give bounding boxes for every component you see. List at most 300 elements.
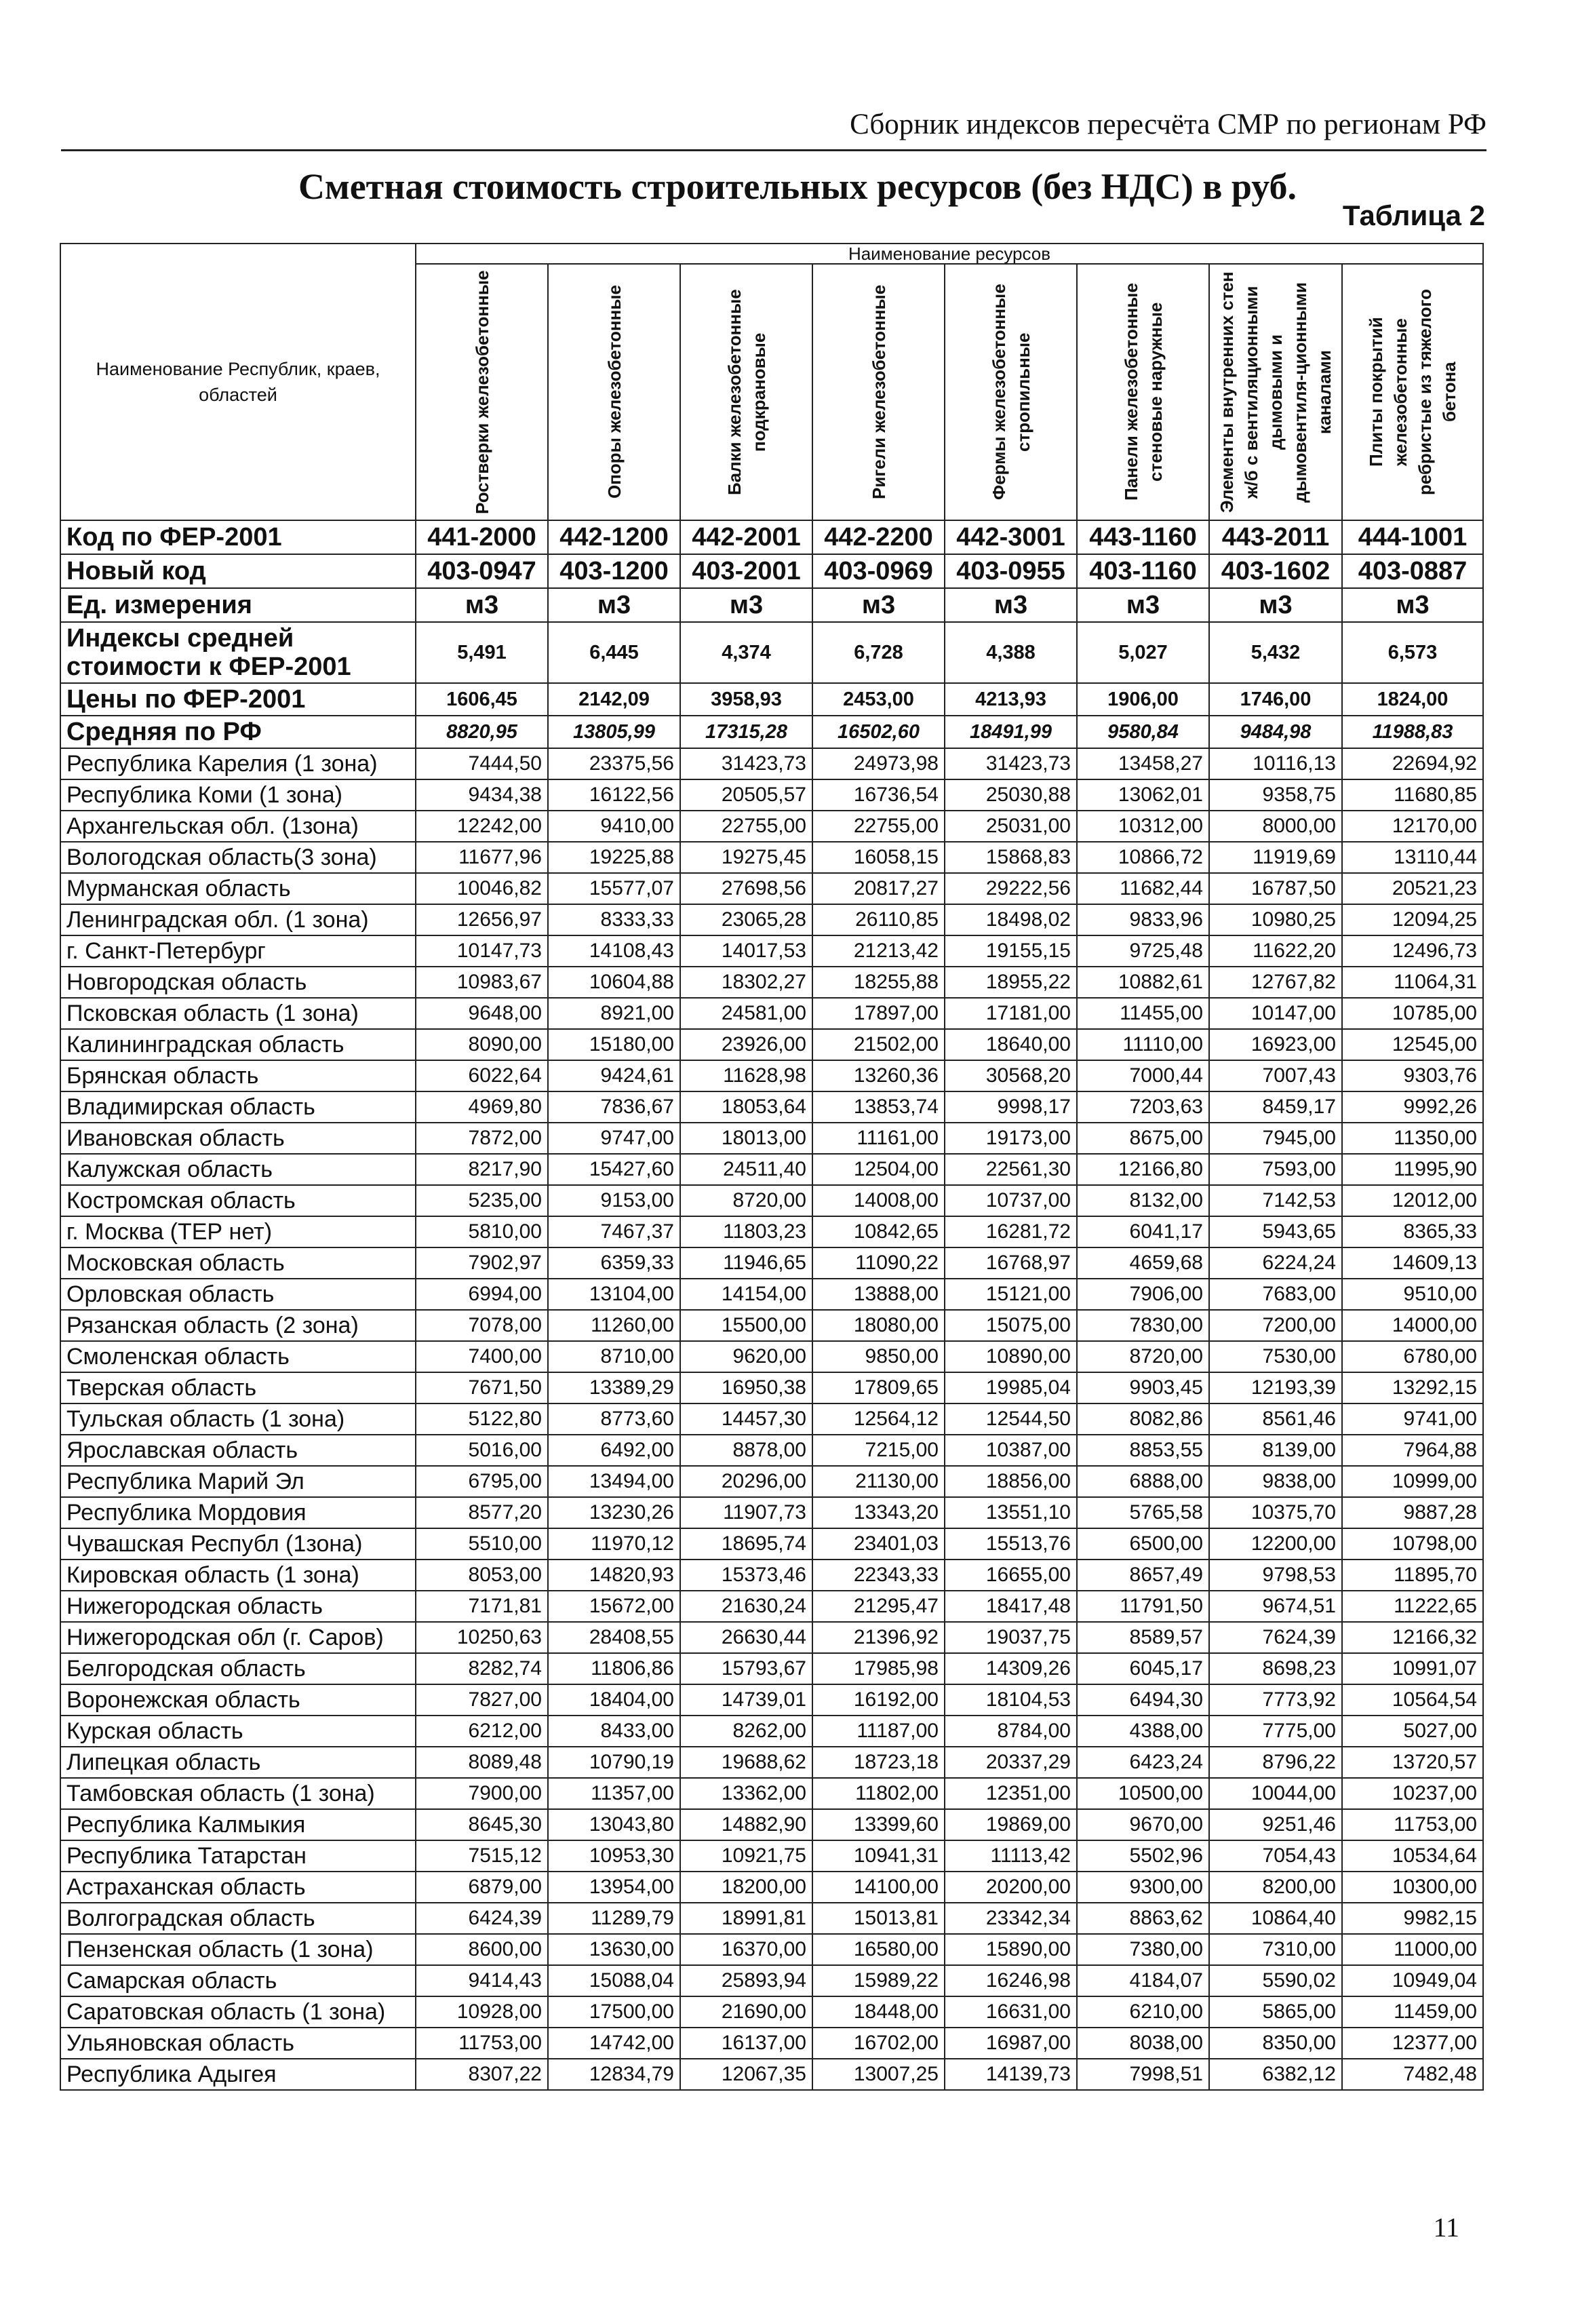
running-header-text: Сборник индексов пересчёта СМР по регионам РФ [850, 109, 1486, 140]
table-cell: 9798,53 [1209, 1560, 1342, 1591]
table-cell: 10980,25 [1209, 904, 1342, 935]
table-row [60, 2028, 1483, 2059]
table-cell: 7482,48 [1342, 2059, 1483, 2090]
table-cell: 12504,00 [812, 1154, 945, 1185]
table-cell: 23375,56 [548, 748, 680, 779]
table-cell: 12200,00 [1209, 1528, 1342, 1560]
table-cell: 8561,46 [1209, 1403, 1342, 1435]
table-cell: 8282,74 [416, 1653, 548, 1684]
table-row [60, 1653, 1483, 1684]
table-cell: 13853,74 [812, 1091, 945, 1123]
table-cell: 7215,00 [812, 1435, 945, 1466]
table-row [60, 2059, 1483, 2090]
row-label: Тульская область (1 зона) [60, 1403, 416, 1435]
table-cell: 21690,00 [680, 1996, 812, 2028]
table-cell: 8217,90 [416, 1154, 548, 1185]
table-cell: 13230,26 [548, 1497, 680, 1528]
table-cell: 15427,60 [548, 1154, 680, 1185]
table-cell: 15672,00 [548, 1591, 680, 1622]
table-cell: 14108,43 [548, 935, 680, 967]
table-cell: 14017,53 [680, 935, 812, 967]
table-row [60, 1591, 1483, 1622]
resource-name: Балки железобетонные подкрановые [724, 289, 769, 495]
row-label: Самарская область [60, 1965, 416, 1996]
row-label: Курская область [60, 1716, 416, 1747]
table-cell: 11919,69 [1209, 842, 1342, 873]
table-cell: 15890,00 [945, 1934, 1077, 1965]
table-cell: 10953,30 [548, 1840, 680, 1872]
table-cell: 9620,00 [680, 1341, 812, 1372]
table-cell: 5235,00 [416, 1185, 548, 1216]
table-cell: 20817,27 [812, 873, 945, 904]
row-label: Ульяновская область [60, 2028, 416, 2059]
row-label: Новый код [60, 554, 416, 588]
table-cell: 8090,00 [416, 1029, 548, 1060]
resource-name: Фермы железобетонные стропильные [988, 284, 1033, 501]
table-cell: 4659,68 [1077, 1247, 1209, 1279]
page-title: Сметная стоимость строительных ресурсов (без НДС) в руб. [298, 166, 1297, 207]
table-cell: 8645,30 [416, 1809, 548, 1840]
table-cell: 8796,22 [1209, 1747, 1342, 1778]
table-cell: 14609,13 [1342, 1247, 1483, 1279]
table-cell: 15577,07 [548, 873, 680, 904]
table-cell: 10864,40 [1209, 1903, 1342, 1934]
table-row [60, 1154, 1483, 1185]
table-cell: 19688,62 [680, 1747, 812, 1778]
table-cell: 6780,00 [1342, 1341, 1483, 1372]
table-cell: 6,573 [1342, 622, 1483, 683]
table-cell: 11946,65 [680, 1247, 812, 1279]
table-cell: 9303,76 [1342, 1060, 1483, 1091]
table-cell: м3 [416, 588, 548, 622]
table-cell: 11000,00 [1342, 1934, 1483, 1965]
table-row [60, 1965, 1483, 1996]
table-cell: 13362,00 [680, 1778, 812, 1809]
table-cell: 10941,31 [812, 1840, 945, 1872]
table-row [60, 1716, 1483, 1747]
table-body [60, 520, 1483, 2090]
table-row [60, 1684, 1483, 1716]
row-label: Московская область [60, 1247, 416, 1279]
table-cell: 7444,50 [416, 748, 548, 779]
table-cell: 8262,00 [680, 1716, 812, 1747]
table-cell: 442-1200 [548, 520, 680, 554]
table-cell: 443-2011 [1209, 520, 1342, 554]
region-column-header: Наименование Республик, краев, областей [60, 244, 416, 520]
table-row [60, 1934, 1483, 1965]
table-cell: 6212,00 [416, 1716, 548, 1747]
table-cell: 11187,00 [812, 1716, 945, 1747]
resource-column-header [416, 264, 548, 520]
table-cell: 10866,72 [1077, 842, 1209, 873]
table-cell: 8200,00 [1209, 1872, 1342, 1903]
table-cell: 10999,00 [1342, 1466, 1483, 1497]
table-cell: 16768,97 [945, 1247, 1077, 1279]
table-cell: 11260,00 [548, 1310, 680, 1341]
table-cell: м3 [1077, 588, 1209, 622]
table-cell: м3 [1209, 588, 1342, 622]
table-row [60, 998, 1483, 1029]
table-cell: 21630,24 [680, 1591, 812, 1622]
table-cell: 12656,97 [416, 904, 548, 935]
table-cell: 25031,00 [945, 811, 1077, 842]
row-label: Ед. измерения [60, 588, 416, 622]
row-label: Вологодская область(3 зона) [60, 842, 416, 873]
table-cell: 7400,00 [416, 1341, 548, 1372]
table-cell: 8710,00 [548, 1341, 680, 1372]
table-cell: 7515,12 [416, 1840, 548, 1872]
table-cell: 5027,00 [1342, 1716, 1483, 1747]
resource-column-header [1077, 264, 1209, 520]
table-cell: 7827,00 [416, 1684, 548, 1716]
table-cell: 9414,43 [416, 1965, 548, 1996]
table-cell: 8820,95 [416, 716, 548, 748]
table-cell: 6994,00 [416, 1279, 548, 1310]
table-row [60, 1091, 1483, 1123]
table-cell: 10949,04 [1342, 1965, 1483, 1996]
table-cell: 10790,19 [548, 1747, 680, 1778]
table-cell: 1746,00 [1209, 683, 1342, 716]
row-label: Брянская область [60, 1060, 416, 1091]
resource-column-header [812, 264, 945, 520]
table-cell: 16058,15 [812, 842, 945, 873]
table-cell: 6210,00 [1077, 1996, 1209, 2028]
table-cell: 10890,00 [945, 1341, 1077, 1372]
table-cell: 24581,00 [680, 998, 812, 1029]
table-row [60, 1185, 1483, 1216]
table-cell: 14742,00 [548, 2028, 680, 2059]
row-label: Псковская область (1 зона) [60, 998, 416, 1029]
table-cell: 10116,13 [1209, 748, 1342, 779]
table-cell: 14309,26 [945, 1653, 1077, 1684]
table-cell: 5016,00 [416, 1435, 548, 1466]
table-cell: 9741,00 [1342, 1403, 1483, 1435]
table-cell: 4,374 [680, 622, 812, 683]
table-row [60, 1435, 1483, 1466]
row-label: Волгоградская область [60, 1903, 416, 1934]
table-cell: 10147,00 [1209, 998, 1342, 1029]
table-cell: 9833,96 [1077, 904, 1209, 935]
table-cell: 16281,72 [945, 1216, 1077, 1247]
table-cell: 13954,00 [548, 1872, 680, 1903]
row-label: Ярославская область [60, 1435, 416, 1466]
table-cell: 12545,00 [1342, 1029, 1483, 1060]
table-cell: 6879,00 [416, 1872, 548, 1903]
table-cell: 403-0955 [945, 554, 1077, 588]
table-cell: 8921,00 [548, 998, 680, 1029]
table-cell: 403-1200 [548, 554, 680, 588]
table-cell: 10300,00 [1342, 1872, 1483, 1903]
table-cell: 29222,56 [945, 873, 1077, 904]
row-label: Тамбовская область (1 зона) [60, 1778, 416, 1809]
table-row [60, 1403, 1483, 1435]
table-cell: 31423,73 [945, 748, 1077, 779]
table-cell: 10798,00 [1342, 1528, 1483, 1560]
table-cell: 403-1160 [1077, 554, 1209, 588]
table-cell: 4184,07 [1077, 1965, 1209, 1996]
table-cell: 21295,47 [812, 1591, 945, 1622]
table-cell: 25030,88 [945, 779, 1077, 811]
table-cell: 11459,00 [1342, 1996, 1483, 2028]
table-cell: 9992,26 [1342, 1091, 1483, 1123]
table-cell: 8459,17 [1209, 1091, 1342, 1123]
table-cell: м3 [548, 588, 680, 622]
table-cell: 10921,75 [680, 1840, 812, 1872]
table-cell: 10737,00 [945, 1185, 1077, 1216]
table-cell: 18104,53 [945, 1684, 1077, 1716]
table-cell: 13494,00 [548, 1466, 680, 1497]
table-cell: 8878,00 [680, 1435, 812, 1466]
table-cell: 10983,67 [416, 967, 548, 998]
table-cell: 14882,90 [680, 1809, 812, 1840]
table-cell: 9998,17 [945, 1091, 1077, 1123]
table-cell: 441-2000 [416, 520, 548, 554]
table-cell: 28408,55 [548, 1622, 680, 1653]
table-cell: 7998,51 [1077, 2059, 1209, 2090]
table-cell: 8333,33 [548, 904, 680, 935]
row-label: Костромская область [60, 1185, 416, 1216]
table-cell: 13292,15 [1342, 1372, 1483, 1403]
table-cell: 11455,00 [1077, 998, 1209, 1029]
table-cell: 17985,98 [812, 1653, 945, 1684]
table-cell: 7683,00 [1209, 1279, 1342, 1310]
running-header [61, 102, 1486, 151]
resources-group-header: Наименование ресурсов [416, 244, 1483, 264]
table-cell: 14100,00 [812, 1872, 945, 1903]
resource-name: Плиты покрытий железобетонные ребристые из тяжелого бетона [1366, 289, 1459, 496]
table-row [60, 1747, 1483, 1778]
table-cell: 7902,97 [416, 1247, 548, 1279]
table-cell: 5810,00 [416, 1216, 548, 1247]
table-row [60, 1123, 1483, 1154]
table-cell: 1906,00 [1077, 683, 1209, 716]
resource-cost-table [60, 243, 1484, 2091]
table-cell: 13007,25 [812, 2059, 945, 2090]
table-cell: 13043,80 [548, 1809, 680, 1840]
row-label: Смоленская область [60, 1341, 416, 1372]
table-row [60, 1560, 1483, 1591]
table-cell: 13389,29 [548, 1372, 680, 1403]
table-cell: 20505,57 [680, 779, 812, 811]
table-cell: 9358,75 [1209, 779, 1342, 811]
table-cell: 13260,36 [812, 1060, 945, 1091]
table-cell: 8675,00 [1077, 1123, 1209, 1154]
table-cell: 403-2001 [680, 554, 812, 588]
table-cell: 8784,00 [945, 1716, 1077, 1747]
table-cell: 18255,88 [812, 967, 945, 998]
table-cell: 6424,39 [416, 1903, 548, 1934]
table-cell: 14739,01 [680, 1684, 812, 1716]
table-cell: 15121,00 [945, 1279, 1077, 1310]
table-cell: 16502,60 [812, 716, 945, 748]
table-cell: 21502,00 [812, 1029, 945, 1060]
table-cell: 12834,79 [548, 2059, 680, 2090]
table-cell: 12012,00 [1342, 1185, 1483, 1216]
table-cell: 9484,98 [1209, 716, 1342, 748]
row-label: Архангельская обл. (1зона) [60, 811, 416, 842]
new-code-row [60, 554, 1483, 588]
table-cell: 8600,00 [416, 1934, 548, 1965]
table-row [60, 904, 1483, 935]
table-cell: 6224,24 [1209, 1247, 1342, 1279]
resource-column-header [548, 264, 680, 520]
row-label: Калининградская область [60, 1029, 416, 1060]
table-cell: 9903,45 [1077, 1372, 1209, 1403]
table-cell: 7203,63 [1077, 1091, 1209, 1123]
row-label: Липецкая область [60, 1747, 416, 1778]
table-cell: 17500,00 [548, 1996, 680, 2028]
table-cell: 10842,65 [812, 1216, 945, 1247]
table-cell: 4969,80 [416, 1091, 548, 1123]
table-cell: 443-1160 [1077, 520, 1209, 554]
row-label: Средняя по РФ [60, 716, 416, 748]
row-label: Республика Мордовия [60, 1497, 416, 1528]
table-cell: 9838,00 [1209, 1466, 1342, 1497]
table-row [60, 1247, 1483, 1279]
table-cell: 9725,48 [1077, 935, 1209, 967]
table-cell: 9887,28 [1342, 1497, 1483, 1528]
row-label: Астраханская область [60, 1872, 416, 1903]
table-cell: 6,728 [812, 622, 945, 683]
table-cell: 13551,10 [945, 1497, 1077, 1528]
row-label: Ивановская область [60, 1123, 416, 1154]
table-row [60, 1903, 1483, 1934]
row-label: Белгородская область [60, 1653, 416, 1684]
table-cell: 15180,00 [548, 1029, 680, 1060]
table-cell: м3 [945, 588, 1077, 622]
table-cell: 7872,00 [416, 1123, 548, 1154]
table-cell: 23342,34 [945, 1903, 1077, 1934]
table-cell: 10147,73 [416, 935, 548, 967]
table-cell: 13630,00 [548, 1934, 680, 1965]
table-cell: 8365,33 [1342, 1216, 1483, 1247]
table-cell: 13062,01 [1077, 779, 1209, 811]
table-row [60, 748, 1483, 779]
table-cell: 5865,00 [1209, 1996, 1342, 2028]
table-cell: 8000,00 [1209, 811, 1342, 842]
table-cell: 6359,33 [548, 1247, 680, 1279]
table-cell: 9510,00 [1342, 1279, 1483, 1310]
table-cell: 8053,00 [416, 1560, 548, 1591]
table-cell: 6041,17 [1077, 1216, 1209, 1247]
resource-name: Ростверки железобетонные [471, 270, 492, 514]
table-cell: 15373,46 [680, 1560, 812, 1591]
table-row [60, 873, 1483, 904]
table-cell: 16655,00 [945, 1560, 1077, 1591]
table-row [60, 1622, 1483, 1653]
table-row [60, 842, 1483, 873]
table-cell: 11090,22 [812, 1247, 945, 1279]
resource-column-header [1342, 264, 1483, 520]
table-cell: 7530,00 [1209, 1341, 1342, 1372]
table-cell: 7773,92 [1209, 1684, 1342, 1716]
row-label: Цены по ФЕР-2001 [60, 683, 416, 716]
table-cell: 18404,00 [548, 1684, 680, 1716]
table-cell: 12067,35 [680, 2059, 812, 2090]
table-cell: 442-2001 [680, 520, 812, 554]
row-label: Орловская область [60, 1279, 416, 1310]
table-cell: 13805,99 [548, 716, 680, 748]
table-cell: 11110,00 [1077, 1029, 1209, 1060]
table-cell: 21130,00 [812, 1466, 945, 1497]
row-label: Чувашская Республ (1зона) [60, 1528, 416, 1560]
table-cell: 12351,00 [945, 1778, 1077, 1809]
row-label: Республика Марий Эл [60, 1466, 416, 1497]
index-row [60, 622, 1483, 683]
row-label: Тверская область [60, 1372, 416, 1403]
table-cell: 18013,00 [680, 1123, 812, 1154]
table-cell: 6795,00 [416, 1466, 548, 1497]
table-row [60, 1497, 1483, 1528]
table-cell: 8350,00 [1209, 2028, 1342, 2059]
table-cell: 2142,09 [548, 683, 680, 716]
table-cell: 19275,45 [680, 842, 812, 873]
table-cell: 18856,00 [945, 1466, 1077, 1497]
table-cell: 12564,12 [812, 1403, 945, 1435]
table-cell: 10991,07 [1342, 1653, 1483, 1684]
table-cell: 22561,30 [945, 1154, 1077, 1185]
table-cell: 6500,00 [1077, 1528, 1209, 1560]
table-cell: 5122,80 [416, 1403, 548, 1435]
table-cell: 7671,50 [416, 1372, 548, 1403]
table-cell: 14139,73 [945, 2059, 1077, 2090]
row-label: Ленинградская обл. (1 зона) [60, 904, 416, 935]
table-cell: 31423,73 [680, 748, 812, 779]
row-label: Саратовская область (1 зона) [60, 1996, 416, 2028]
table-cell: 10250,63 [416, 1622, 548, 1653]
table-cell: 16787,50 [1209, 873, 1342, 904]
table-cell: 16137,00 [680, 2028, 812, 2059]
table-row [60, 1372, 1483, 1403]
table-cell: 18448,00 [812, 1996, 945, 2028]
table-cell: 10534,64 [1342, 1840, 1483, 1872]
table-cell: 11907,73 [680, 1497, 812, 1528]
table-cell: 13104,00 [548, 1279, 680, 1310]
row-label: Индексы средней стоимости к ФЕР-2001 [60, 622, 416, 683]
table-cell: 11806,86 [548, 1653, 680, 1684]
table-cell: 403-0969 [812, 554, 945, 588]
row-label: Воронежская область [60, 1684, 416, 1716]
table-cell: 13888,00 [812, 1279, 945, 1310]
table-cell: 8773,60 [548, 1403, 680, 1435]
row-label: Калужская область [60, 1154, 416, 1185]
table-cell: 22755,00 [812, 811, 945, 842]
table-cell: 13720,57 [1342, 1747, 1483, 1778]
resource-name: Ригели железобетонные [868, 284, 889, 500]
row-label: Кировская область (1 зона) [60, 1560, 416, 1591]
table-cell: 7836,67 [548, 1091, 680, 1123]
table-cell: 20521,23 [1342, 873, 1483, 904]
table-cell: 15088,04 [548, 1965, 680, 1996]
table-cell: 3958,93 [680, 683, 812, 716]
row-label: Республика Татарстан [60, 1840, 416, 1872]
table-cell: 11791,50 [1077, 1591, 1209, 1622]
table-cell: 15075,00 [945, 1310, 1077, 1341]
table-cell: 11895,70 [1342, 1560, 1483, 1591]
table-cell: 9424,61 [548, 1060, 680, 1091]
table-cell: 20337,29 [945, 1747, 1077, 1778]
table-cell: 18695,74 [680, 1528, 812, 1560]
table-cell: 7171,81 [416, 1591, 548, 1622]
table-cell: 8038,00 [1077, 2028, 1209, 2059]
row-label: Пензенская область (1 зона) [60, 1934, 416, 1965]
table-cell: 9251,46 [1209, 1809, 1342, 1840]
table-cell: 10044,00 [1209, 1778, 1342, 1809]
table-row [60, 1840, 1483, 1872]
table-cell: 10604,88 [548, 967, 680, 998]
table-cell: 11970,12 [548, 1528, 680, 1560]
table-cell: 8698,23 [1209, 1653, 1342, 1684]
